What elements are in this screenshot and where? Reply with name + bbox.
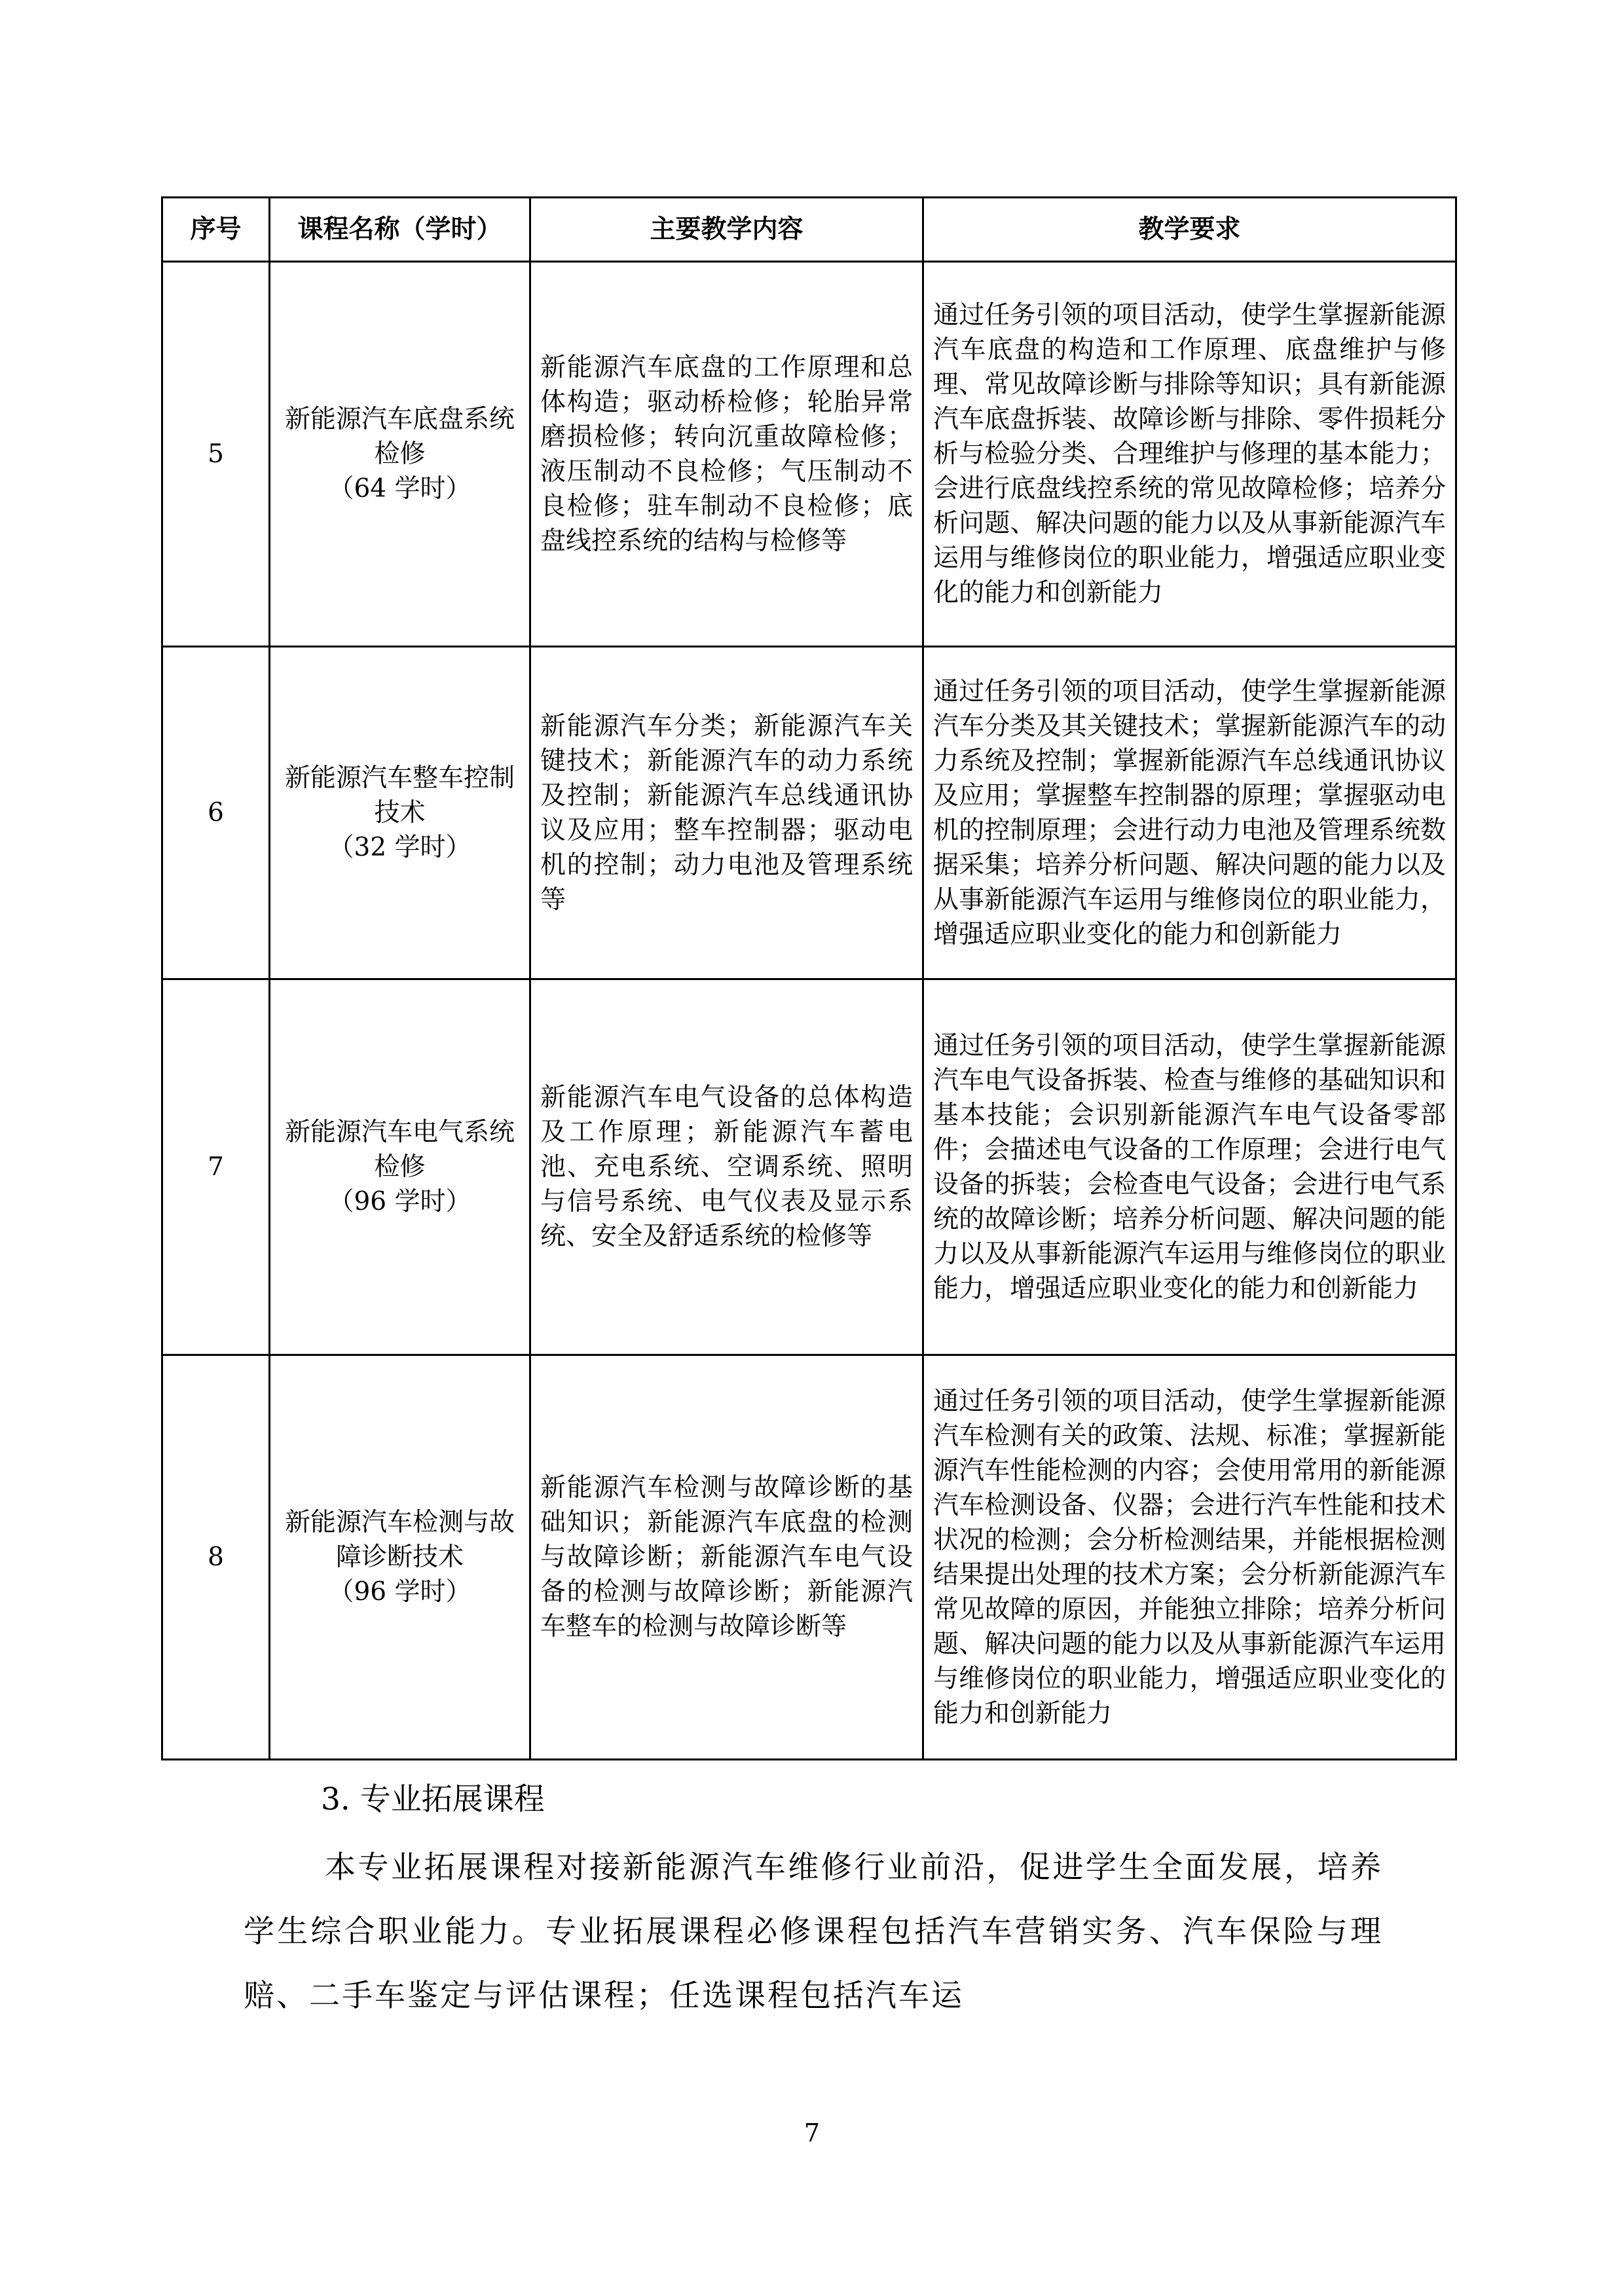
table-header-row	[162, 198, 1456, 262]
course-name-cell	[270, 1355, 530, 1760]
course-table	[161, 196, 1457, 1760]
section-heading: 3. 专业拓展课程	[321, 1781, 545, 1817]
course-name-cell	[270, 647, 530, 979]
page-number: 7	[803, 2119, 821, 2147]
header-serial-number: 序号	[162, 198, 270, 262]
teaching-content-cell: 新能源汽车底盘的工作原理和总体构造；驱动桥检修；轮胎异常磨损检修；转向沉重故障检修；液压制动不良检修；气压制动不良检修；驻车制动不良检修；底盘线控系统的结构与检修等	[530, 262, 923, 647]
serial-number-cell: 7	[162, 979, 270, 1355]
serial-number-cell: 6	[162, 647, 270, 979]
course-name-cell	[270, 262, 530, 647]
serial-number-cell: 8	[162, 1355, 270, 1760]
course-title: 新能源汽车底盘系统检修	[284, 405, 515, 469]
header-teaching-content: 主要教学内容	[530, 198, 923, 262]
section-paragraph: 本专业拓展课程对接新能源汽车维修行业前沿，促进学生全面发展，培养学生综合职业能力。专业拓展课程必修课程包括汽车营销实务、汽车保险与理赔、二手车鉴定与评估课程；任选课程包括汽车运	[244, 1850, 1383, 2014]
table-row	[162, 262, 1456, 647]
course-name-cell	[270, 979, 530, 1355]
teaching-content-cell: 新能源汽车电气设备的总体构造及工作原理；新能源汽车蓄电池、充电系统、空调系统、照明与信号系统、电气仪表及显示系统、安全及舒适系统的检修等	[530, 979, 923, 1355]
table-row	[162, 647, 1456, 979]
header-course-name: 课程名称（学时）	[270, 198, 530, 262]
course-hours: （96 学时）	[328, 1187, 471, 1216]
course-hours: （32 学时）	[328, 833, 471, 862]
teaching-requirements-cell: 通过任务引领的项目活动，使学生掌握新能源汽车检测有关的政策、法规、标准；掌握新能源汽车性能检测的内容；会使用常用的新能源汽车检测设备、仪器；会进行汽车性能和技术状况的检测；会分析检测结果，并能根据检测结果提出处理的技术方案；会分析新能源汽车常见故障的原因，并能独立排除；培养分析问题、解决问题的能力以及从事新能源汽车运用与维修岗位的职业能力，增强适应职业变化的能力和创新能力	[923, 1355, 1456, 1760]
serial-number-cell: 5	[162, 262, 270, 647]
course-hours: （96 学时）	[328, 1577, 471, 1607]
teaching-requirements-cell: 通过任务引领的项目活动，使学生掌握新能源汽车分类及其关键技术；掌握新能源汽车的动力系统及控制；掌握新能源汽车总线通讯协议及应用；掌握整车控制器的原理；掌握驱动电机的控制原理；会进行动力电池及管理系统数据采集；培养分析问题、解决问题的能力以及从事新能源汽车运用与维修岗位的职业能力，增强适应职业变化的能力和创新能力	[923, 647, 1456, 979]
header-teaching-requirements: 教学要求	[923, 198, 1456, 262]
teaching-content-cell: 新能源汽车分类；新能源汽车关键技术；新能源汽车的动力系统及控制；新能源汽车总线通讯协议及应用；整车控制器；驱动电机的控制；动力电池及管理系统等	[530, 647, 923, 979]
table-row	[162, 979, 1456, 1355]
course-title: 新能源汽车整车控制技术	[284, 763, 515, 828]
teaching-requirements-cell: 通过任务引领的项目活动，使学生掌握新能源汽车底盘的构造和工作原理、底盘维护与修理、常见故障诊断与排除等知识；具有新能源汽车底盘拆装、故障诊断与排除、零件损耗分析与检验分类、合理维护与修理的基本能力；会进行底盘线控系统的常见故障检修；培养分析问题、解决问题的能力以及从事新能源汽车运用与维修岗位的职业能力，增强适应职业变化的能力和创新能力	[923, 262, 1456, 647]
teaching-requirements-cell: 通过任务引领的项目活动，使学生掌握新能源汽车电气设备拆装、检查与维修的基础知识和基本技能；会识别新能源汽车电气设备零部件；会描述电气设备的工作原理；会进行电气设备的拆装；会检查电气设备；会进行电气系统的故障诊断；培养分析问题、解决问题的能力以及从事新能源汽车运用与维修岗位的职业能力，增强适应职业变化的能力和创新能力	[923, 979, 1456, 1355]
course-hours: （64 学时）	[328, 474, 471, 503]
course-title: 新能源汽车检测与故障诊断技术	[284, 1508, 515, 1572]
table-row	[162, 1355, 1456, 1760]
course-title: 新能源汽车电气系统检修	[284, 1118, 515, 1182]
teaching-content-cell: 新能源汽车检测与故障诊断的基础知识；新能源汽车底盘的检测与故障诊断；新能源汽车电气设备的检测与故障诊断；新能源汽车整车的检测与故障诊断等	[530, 1355, 923, 1760]
